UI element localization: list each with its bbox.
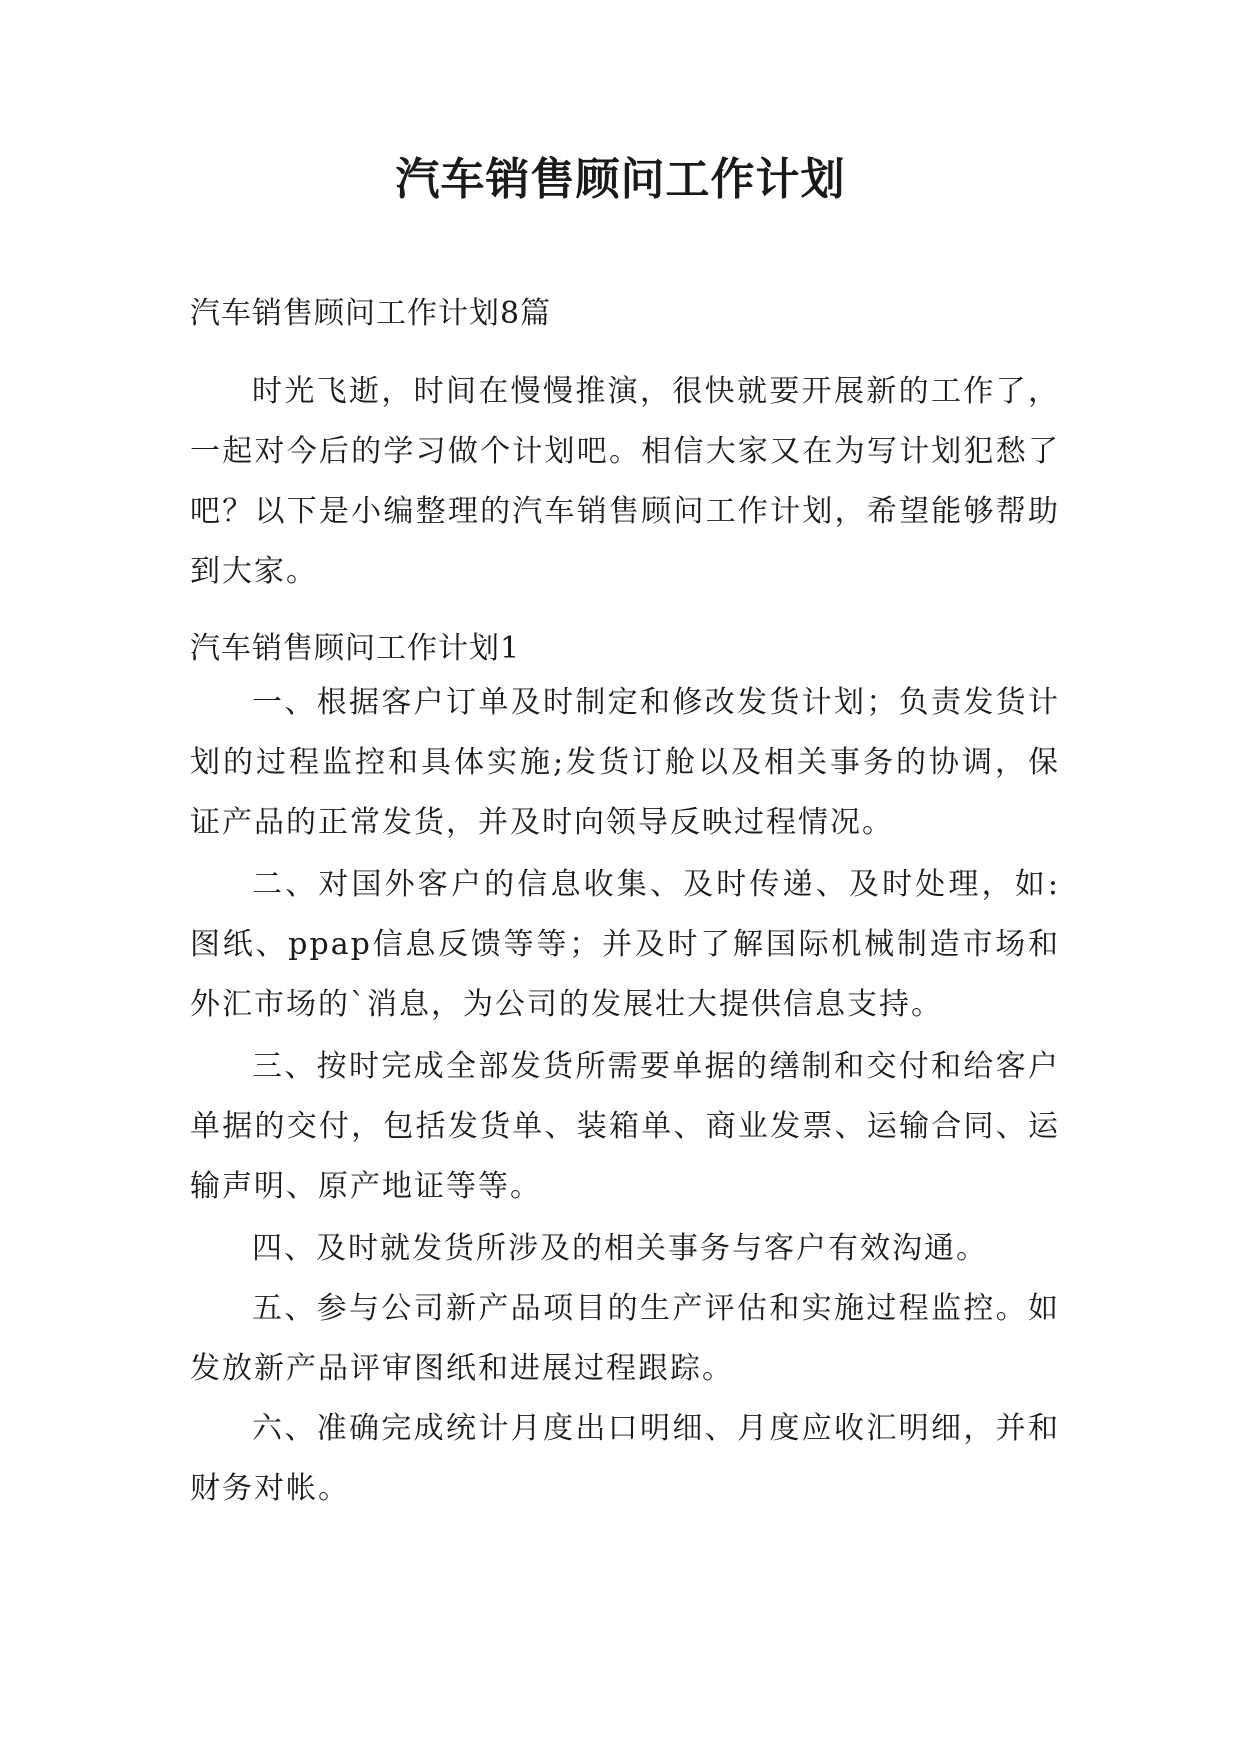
item-paragraph-6: 六、准确完成统计月度出口明细、月度应收汇明细，并和财务对帐。 [190,1411,1060,1506]
section-heading-1: 汽车销售顾问工作计划1 [190,631,521,666]
item-paragraph-3: 三、按时完成全部发货所需要单据的缮制和交付和给客户单据的交付，包括发货单、装箱单、商业发票、运输合同、运输声明、原产地证等等。 [190,1049,1060,1204]
document-subtitle: 汽车销售顾问工作计划8篇 [190,296,552,331]
item-paragraph-4: 四、及时就发货所涉及的相关事务与客户有效沟通。 [252,1231,988,1266]
item-paragraph-5: 五、参与公司新产品项目的生产评估和实施过程监控。如发放新产品评审图纸和进展过程跟踪。 [190,1291,1060,1386]
intro-paragraph: 时光飞逝，时间在慢慢推演，很快就要开展新的工作了，一起对今后的学习做个计划吧。相信大家又在为写计划犯愁了吧？以下是小编整理的汽车销售顾问工作计划，希望能够帮助到大家。 [190,374,1060,589]
document-title: 汽车销售顾问工作计划 [395,154,846,205]
item-paragraph-2: 二、对国外客户的信息收集、及时传递、及时处理，如:图纸、ppap信息反馈等等；并及时了解国际机械制造市场和外汇市场的`消息，为公司的发展壮大提供信息支持。 [190,867,1060,1022]
item-paragraph-1: 一、根据客户订单及时制定和修改发货计划；负责发货计划的过程监控和具体实施;发货订舱以及相关事务的协调，保证产品的正常发货，并及时向领导反映过程情况。 [190,685,1060,840]
